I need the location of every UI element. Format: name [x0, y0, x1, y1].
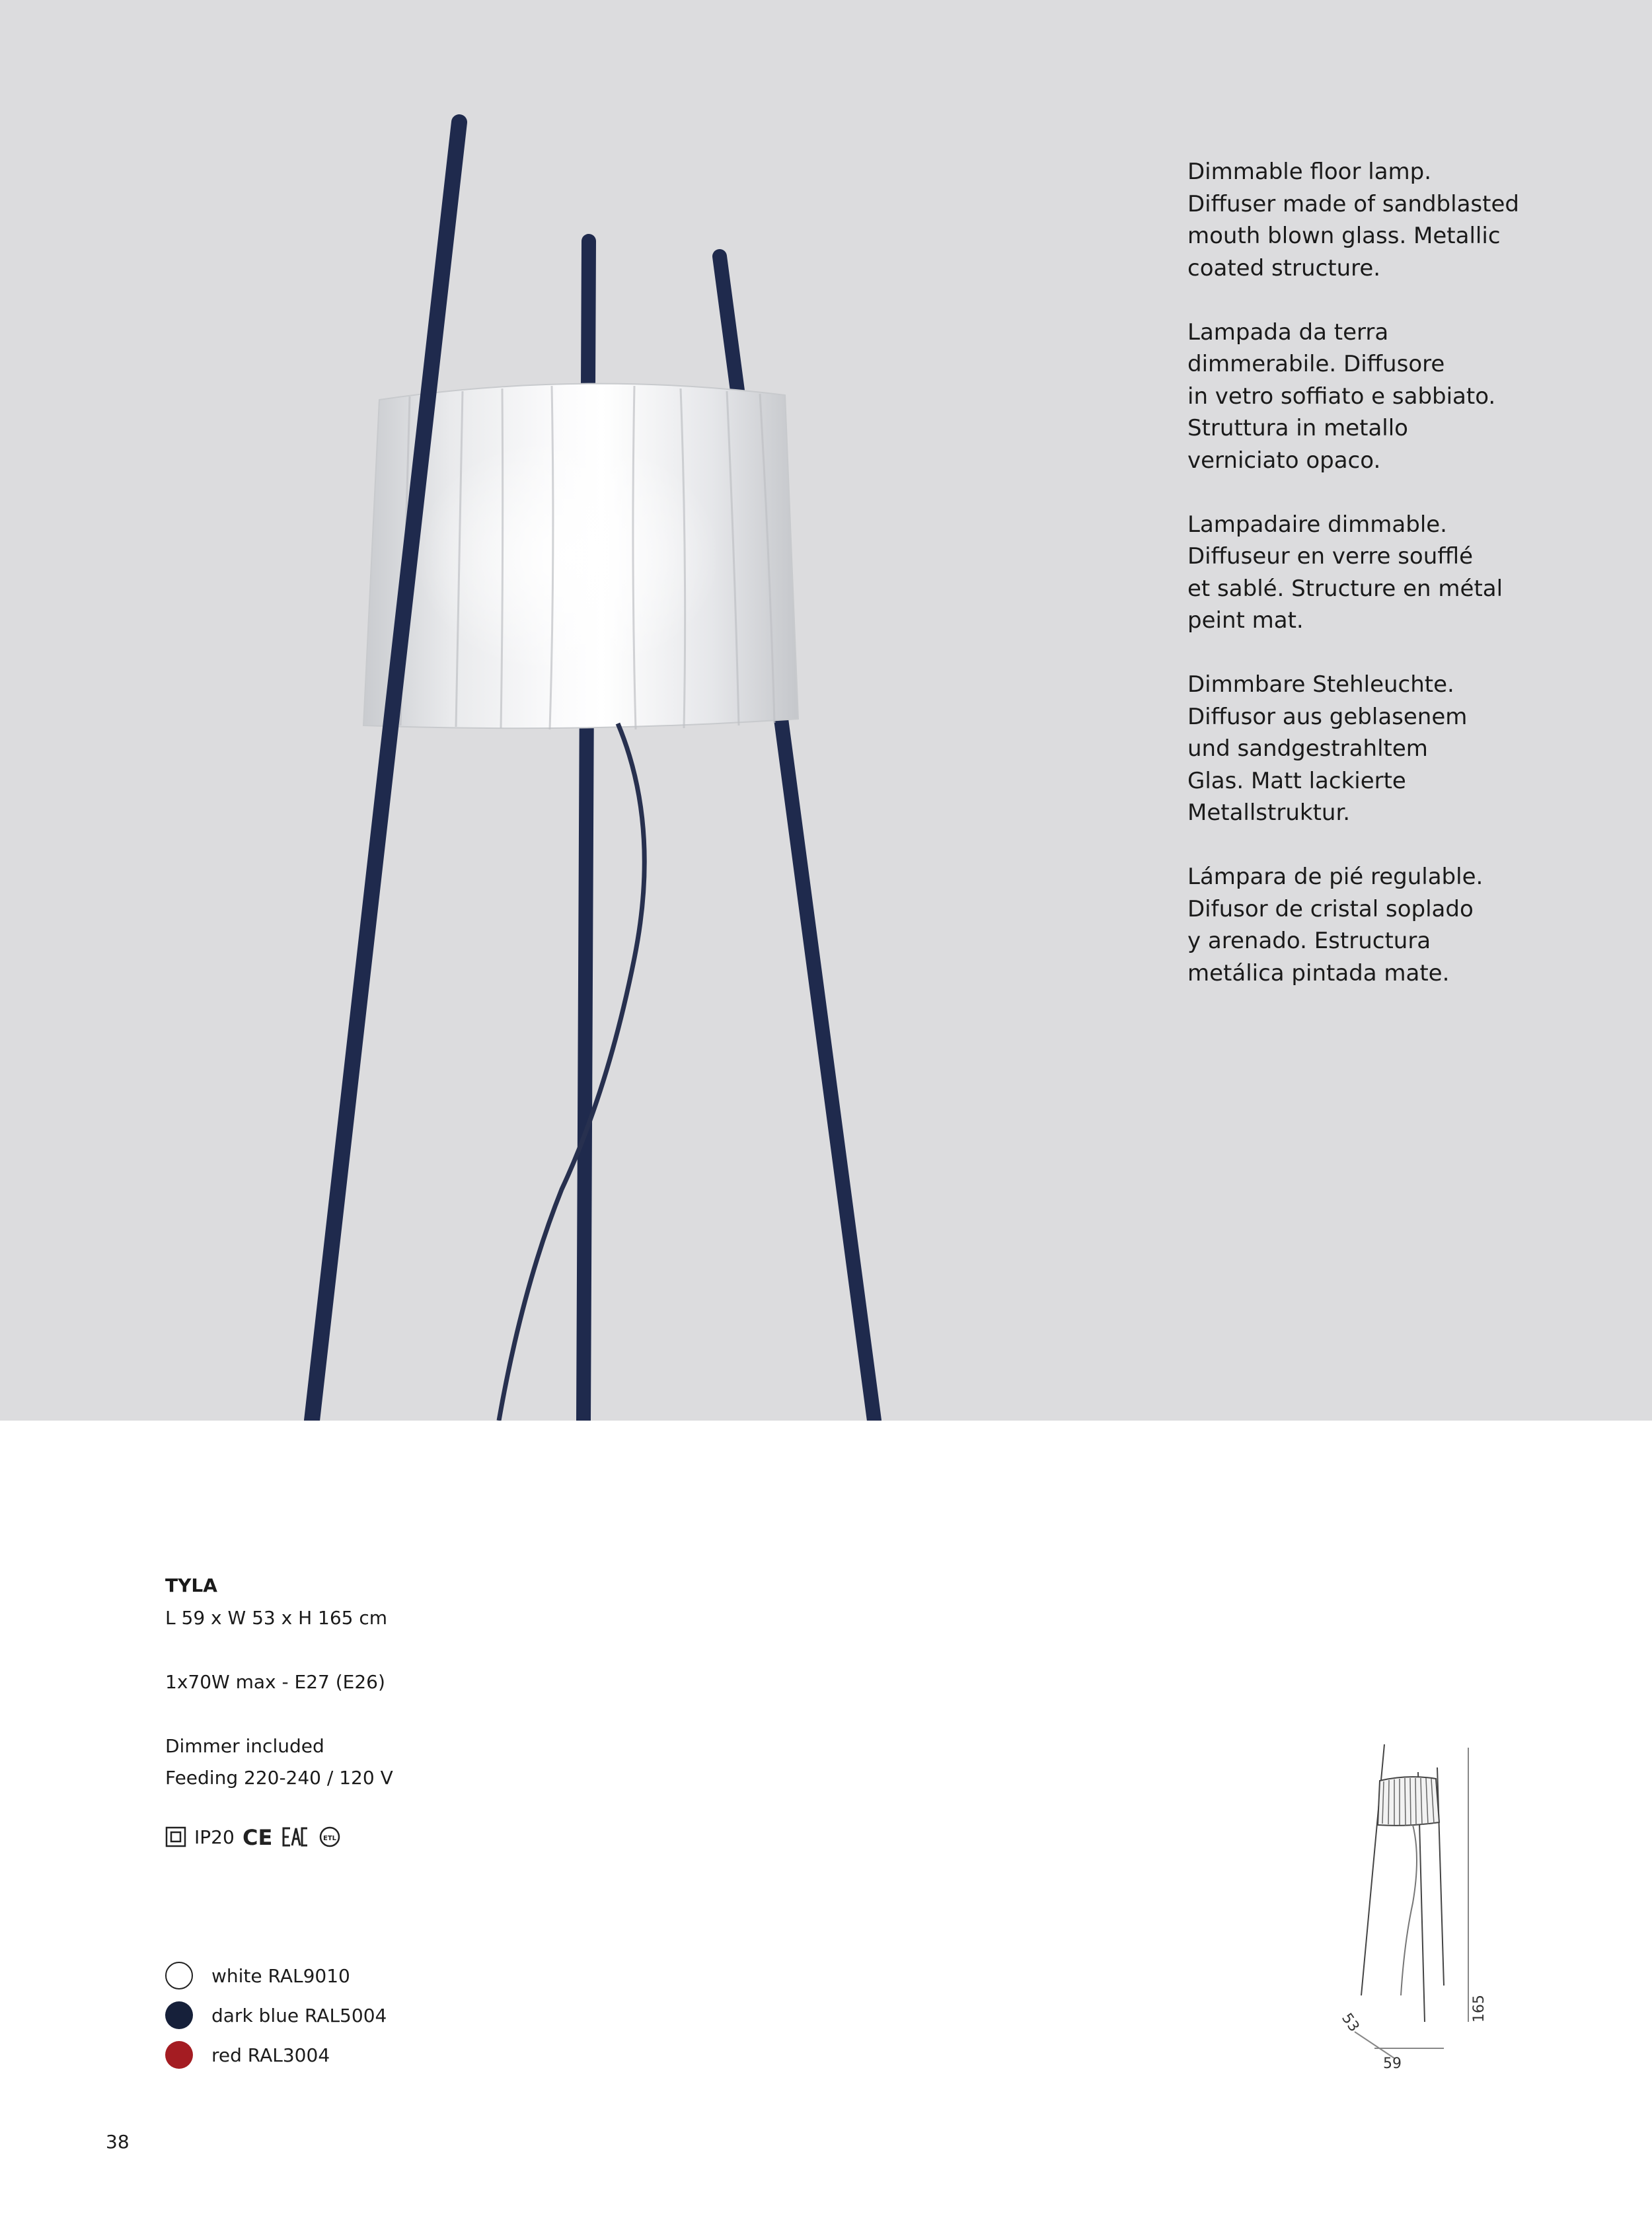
class-ii-icon [165, 1826, 186, 1847]
svg-text:CE: CE [242, 1826, 273, 1848]
product-name: TYLA [165, 1575, 217, 1596]
feeding-spec: Feeding 220-240 / 120 V [165, 1767, 393, 1789]
ip-rating: IP20 [194, 1826, 235, 1848]
dark-blue-swatch [165, 2001, 193, 2029]
red-swatch [165, 2041, 193, 2069]
description-de: Dimmbare Stehleuchte. Diffusor aus geblasenem und sandgestrahltem Glas. Matt lackierte Metallstruktur. [1187, 671, 1468, 826]
svg-text:ETL: ETL [322, 1835, 336, 1842]
description-it: Lampada da terra dimmerabile. Diffusore in vetro soffiato e sabbiato. Struttura in metallo verniciato opaco. [1187, 318, 1496, 474]
depth-dimension: 53 [1338, 2010, 1363, 2035]
description-block [1187, 156, 1531, 1022]
ce-mark-icon [243, 1826, 274, 1848]
dimmer-spec: Dimmer included [165, 1734, 324, 1757]
finish-option-white [165, 1956, 387, 1995]
finish-label: red RAL3004 [211, 2044, 330, 2066]
description-es: Lámpara de pié regulable. Difusor de cristal soplado y arenado. Estructura metálica pintada mate. [1187, 864, 1483, 986]
width-dimension: 59 [1383, 2056, 1402, 2072]
finish-option-red [165, 2035, 387, 2075]
etl-mark-icon [317, 1826, 343, 1848]
description-en: Dimmable floor lamp. Diffuser made of sandblasted mouth blown glass. Metallic coated structure. [1187, 159, 1519, 281]
left-pole [312, 122, 459, 1421]
specifications [165, 1570, 760, 1795]
height-dimension: 165 [1471, 1995, 1487, 2023]
white-swatch [165, 1962, 193, 1989]
eac-mark-icon [282, 1826, 309, 1848]
finish-list [165, 1956, 387, 2075]
finish-label: white RAL9010 [211, 1964, 350, 1987]
power-cable [499, 724, 644, 1421]
description-fr: Lampadaire dimmable. Diffuseur en verre soufflé et sablé. Structure en métal peint mat. [1187, 511, 1503, 634]
finish-label: dark blue RAL5004 [211, 2004, 387, 2026]
technical-drawing [1295, 1731, 1513, 2075]
product-dimensions: L 59 x W 53 x H 165 cm [165, 1606, 388, 1629]
certification-row [165, 1822, 343, 1851]
page-number: 38 [106, 2131, 130, 2153]
finish-option-dark-blue [165, 1995, 387, 2035]
bulb-spec: 1x70W max - E27 (E26) [165, 1670, 385, 1693]
